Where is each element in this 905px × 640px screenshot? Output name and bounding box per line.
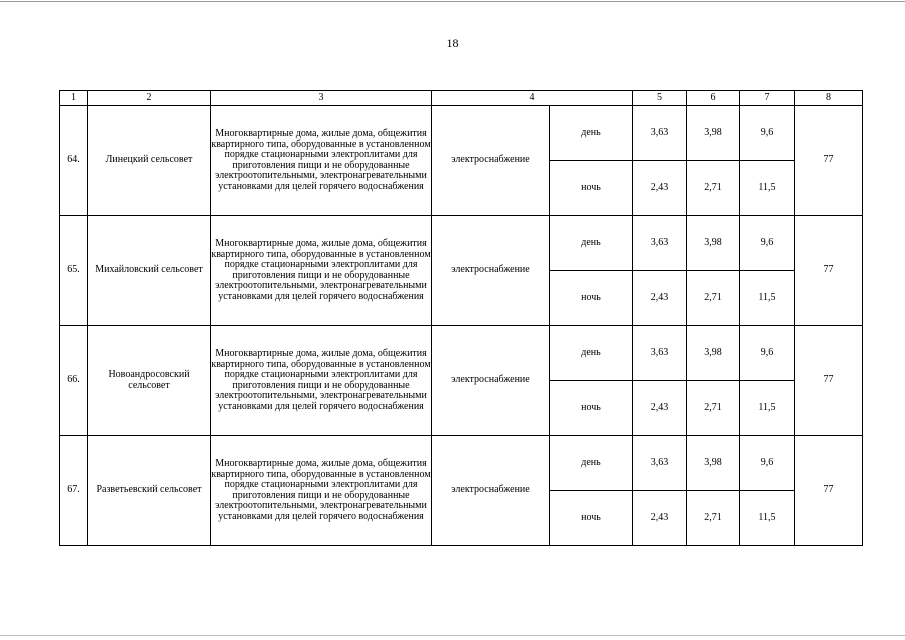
value-col8: 77 (795, 216, 863, 326)
column-header-6: 6 (687, 91, 740, 106)
value-col5: 2,43 (633, 271, 687, 326)
value-col6: 3,98 (687, 106, 740, 161)
row-index: 64. (60, 106, 88, 216)
value-col7: 9,6 (740, 326, 795, 381)
scan-edge-top (0, 1, 905, 2)
page-number: 18 (446, 36, 459, 50)
value-col7: 11,5 (740, 161, 795, 216)
settlement-name: Линецкий сельсовет (88, 106, 211, 216)
value-col6: 2,71 (687, 271, 740, 326)
value-col6: 3,98 (687, 326, 740, 381)
period-label: день (550, 326, 633, 381)
period-label: ночь (550, 491, 633, 546)
building-description: Многоквартирные дома, жилые дома, общежития квартирного типа, оборудованные в установленном порядке стационарными электроплитами для приготовления пищи и не оборудованные электроотопительными, электронагревательными установками для целей горячего водоснабжения (211, 216, 432, 326)
value-col7: 9,6 (740, 216, 795, 271)
value-col8: 77 (795, 326, 863, 436)
service-type: электроснабжение (432, 216, 550, 326)
tariff-table (59, 90, 863, 546)
value-col6: 3,98 (687, 436, 740, 491)
row-index: 65. (60, 216, 88, 326)
period-label: ночь (550, 161, 633, 216)
value-col7: 11,5 (740, 271, 795, 326)
table-row (60, 106, 863, 161)
row-index: 66. (60, 326, 88, 436)
value-col8: 77 (795, 106, 863, 216)
value-col7: 11,5 (740, 381, 795, 436)
value-col7: 11,5 (740, 491, 795, 546)
value-col6: 3,98 (687, 216, 740, 271)
period-label: ночь (550, 271, 633, 326)
table-row (60, 326, 863, 381)
building-description: Многоквартирные дома, жилые дома, общежития квартирного типа, оборудованные в установленном порядке стационарными электроплитами для приготовления пищи и не оборудованные электроотопительными, электронагревательными установками для целей горячего водоснабжения (211, 436, 432, 546)
value-col6: 2,71 (687, 491, 740, 546)
period-label: день (550, 436, 633, 491)
value-col5: 3,63 (633, 106, 687, 161)
period-label: день (550, 106, 633, 161)
service-type: электроснабжение (432, 436, 550, 546)
table-row (60, 216, 863, 271)
value-col5: 3,63 (633, 436, 687, 491)
column-header-8: 8 (795, 91, 863, 106)
row-index: 67. (60, 436, 88, 546)
value-col5: 2,43 (633, 381, 687, 436)
table-row (60, 436, 863, 491)
service-type: электроснабжение (432, 106, 550, 216)
period-label: ночь (550, 381, 633, 436)
column-header-3: 3 (211, 91, 432, 106)
settlement-name: Разветьевский сельсовет (88, 436, 211, 546)
column-header-5: 5 (633, 91, 687, 106)
column-header-4: 4 (432, 91, 633, 106)
column-header-1: 1 (60, 91, 88, 106)
building-description: Многоквартирные дома, жилые дома, общежития квартирного типа, оборудованные в установленном порядке стационарными электроплитами для приготовления пищи и не оборудованные электроотопительными, электронагревательными установками для целей горячего водоснабжения (211, 106, 432, 216)
value-col5: 2,43 (633, 161, 687, 216)
building-description: Многоквартирные дома, жилые дома, общежития квартирного типа, оборудованные в установленном порядке стационарными электроплитами для приготовления пищи и не оборудованные электроотопительными, электронагревательными установками для целей горячего водоснабжения (211, 326, 432, 436)
value-col5: 3,63 (633, 216, 687, 271)
value-col8: 77 (795, 436, 863, 546)
value-col5: 3,63 (633, 326, 687, 381)
value-col6: 2,71 (687, 381, 740, 436)
value-col5: 2,43 (633, 491, 687, 546)
scan-edge-bottom (0, 635, 905, 636)
value-col7: 9,6 (740, 106, 795, 161)
column-header-2: 2 (88, 91, 211, 106)
settlement-name: Новоандросовский сельсовет (88, 326, 211, 436)
settlement-name: Михайловский сельсовет (88, 216, 211, 326)
column-numbers-row (60, 91, 863, 106)
value-col7: 9,6 (740, 436, 795, 491)
value-col6: 2,71 (687, 161, 740, 216)
period-label: день (550, 216, 633, 271)
column-header-7: 7 (740, 91, 795, 106)
service-type: электроснабжение (432, 326, 550, 436)
